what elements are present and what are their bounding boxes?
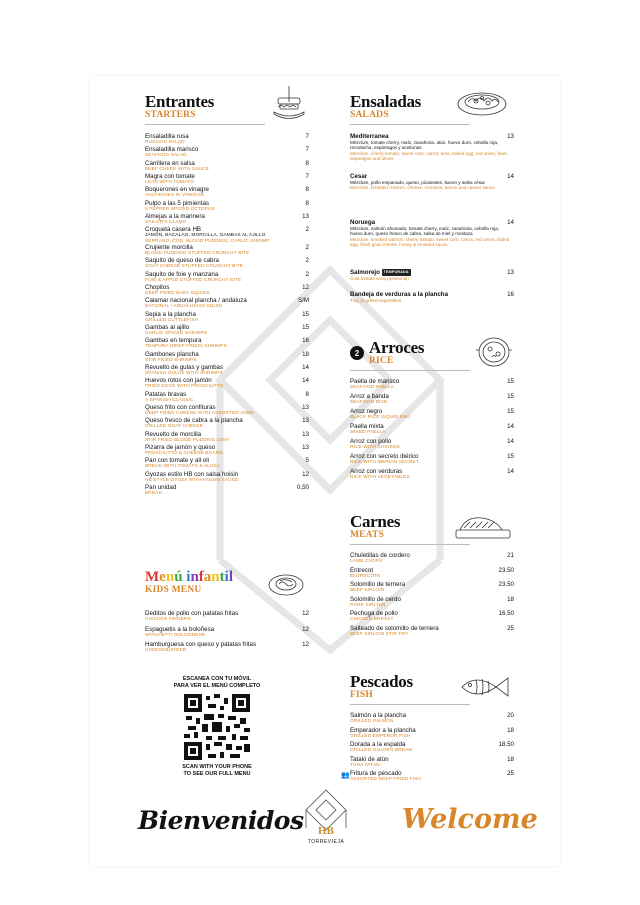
item-price: 8 — [305, 199, 309, 207]
rice-subtitle: RICE — [369, 356, 394, 366]
item-english: GRILLED GOAT CHEESE — [145, 424, 203, 430]
kids-title-text — [145, 570, 233, 585]
item-price: 13 — [302, 404, 309, 411]
item-english: SEAFOOD PAELLA — [350, 385, 394, 390]
salad-item — [350, 173, 514, 191]
item-english: DEEP FRIED CHEESE WITH ASSORTED JAMS — [145, 411, 254, 416]
item-name: Solomillo de cerdo — [350, 595, 401, 603]
menu-item — [145, 390, 309, 404]
item-english: HB STYLE GYOZA WITH HOISIN SAUCE — [145, 477, 239, 483]
menu-item — [145, 363, 309, 377]
item-name: Entrecot — [350, 566, 374, 574]
item-name: Gyozas estilo HB con salsa hoisin — [145, 470, 239, 478]
menu-item — [145, 173, 309, 186]
item-english: SAILOR'S CLAMS — [145, 220, 186, 226]
item-name: Saquito de queso de cabra — [145, 257, 219, 265]
kids-subtitle: KIDS MENU — [145, 585, 202, 595]
menu-item — [145, 470, 309, 484]
item-price: 14 — [507, 468, 514, 475]
item-name: Emperador a la plancha — [350, 726, 416, 734]
item-english: Mezclum, breaded chicken, cheese, croutons, bacon and caesar sauce — [350, 185, 495, 191]
kids-section — [145, 570, 335, 595]
item-price: 14 — [507, 219, 514, 226]
paella-pan-icon — [474, 333, 514, 369]
item-name: Mediterranea — [350, 133, 389, 140]
starters-divider — [145, 124, 265, 125]
menu-item — [350, 566, 514, 580]
item-price: 13 — [302, 417, 309, 425]
item-name: Ensaladilla marisco — [145, 146, 199, 154]
item-price: 21 — [507, 552, 514, 559]
item-english: RUSSIAN SALAD — [145, 140, 185, 145]
item-name: Chuletillas de cordero — [350, 552, 410, 559]
item-english: TENPURA (DEEP FRIED) SHRIMPS — [145, 344, 227, 350]
item-price: 18 — [507, 726, 514, 734]
item-name: Salteado de solomillo de ternera — [350, 624, 439, 632]
menu-item — [145, 226, 309, 244]
item-english: GRILLED EMPEROR FISH — [350, 733, 411, 739]
item-price: 25 — [507, 624, 514, 632]
item-price: 8 — [305, 159, 309, 167]
item-price: 14 — [507, 173, 514, 180]
item-name: Dorada a la espalda — [350, 741, 406, 748]
item-english: CHEESEBURGER — [145, 648, 187, 653]
salads-divider — [350, 124, 470, 125]
item-description: Mézclum, tomate cherry, maíz, zanahoria, atún, huevo duro, cebolla roja, remolacha, espárragos y aceitunas — [350, 140, 499, 151]
steak-board-icon — [452, 510, 514, 544]
item-price: 15 — [507, 393, 514, 400]
menu-item — [350, 423, 514, 436]
item-name: Queso frito con confituras — [145, 404, 216, 411]
meats-subtitle: MEATS — [350, 530, 385, 540]
item-english: ASSORTED DEEP FRIED FISH — [350, 777, 421, 782]
menu-item — [145, 199, 309, 213]
people-icon: 👥 — [341, 772, 350, 779]
menu-item — [341, 770, 514, 783]
item-english: BEEF SIRLOIN — [350, 588, 385, 593]
item-price: 15 — [507, 408, 514, 415]
menu-item — [350, 408, 514, 421]
item-name: Revuelto de morcilla — [145, 430, 202, 438]
item-english: ENTRECÔTE — [350, 573, 381, 579]
item-english: LAMB CHOPS — [350, 559, 383, 564]
menu-item — [350, 468, 514, 481]
item-name: Carrillera en salsa — [145, 159, 195, 167]
item-price: 16 — [507, 291, 514, 298]
item-price: 2 — [305, 270, 309, 278]
item-price: 14 — [302, 363, 309, 371]
item-price: 13 — [302, 213, 309, 221]
item-english: SEAFOOD RICE — [350, 400, 388, 405]
qr-top-line1: ESCANEA CON TU MÓVIL — [182, 676, 252, 682]
item-name: Sepia a la plancha — [145, 310, 196, 318]
menu-item — [350, 595, 514, 609]
item-english: RICE WITH VEGETABLES — [350, 475, 410, 480]
item-english: MIXED PAELLA — [350, 430, 386, 435]
item-price: 8 — [305, 186, 309, 194]
item-english: BEEF CHEEK WITH SAUCE — [145, 166, 209, 172]
item-english: GRILLED SALMON — [350, 719, 394, 724]
item-name: Paella de marisco — [350, 378, 400, 385]
item-name: Croqueta casera HB — [145, 226, 202, 234]
menu-item — [145, 444, 309, 457]
item-price: 13 — [302, 444, 309, 452]
item-name: Espaguetis a la boloñesa — [145, 625, 215, 633]
menu-item — [145, 270, 309, 284]
welcome-spanish-text: Bienvenidos — [138, 806, 304, 835]
hb-logo-letters: HB — [318, 825, 334, 837]
menu-item — [145, 404, 309, 417]
menu-item — [145, 257, 309, 270]
starters-subtitle: STARTERS — [145, 110, 196, 120]
item-name: Paella mixta — [350, 423, 384, 430]
item-english: GRILLED GOLDEN BREAM — [350, 748, 413, 753]
qr-bottom-line1: SCAN WITH YOUR PHONE — [182, 764, 252, 770]
item-name: Hamburguesa con queso y patatas fritas — [145, 641, 257, 648]
item-price: 2 — [305, 257, 309, 265]
item-price: 18 — [302, 350, 309, 358]
item-price: 20 — [507, 712, 514, 719]
item-name: Huevos rotos con jamón — [145, 377, 212, 385]
item-price: 14 — [507, 438, 514, 445]
salads-subtitle: SALADS — [350, 110, 389, 120]
fish-title: Pescados — [350, 672, 413, 691]
item-price: 7 — [305, 173, 309, 181]
item-name: Pechuga de pollo — [350, 610, 398, 617]
menu-item — [145, 283, 309, 297]
item-price: 12 — [302, 641, 309, 648]
item-english: BREAD WITH TOMATO & ALIOLI — [145, 464, 220, 470]
starters-title: Entrantes — [145, 92, 215, 111]
salad-item — [350, 291, 514, 303]
item-english: SPANISH GULAS WITH SHRIMPS — [145, 370, 223, 376]
menu-item — [350, 610, 514, 623]
menu-item — [145, 133, 309, 146]
menu-item — [145, 323, 309, 337]
hb-logo-icon — [296, 788, 356, 846]
menu-item — [145, 159, 309, 173]
salad-item — [350, 219, 514, 247]
item-english: BEEF SIRLOIN STIR FRY — [350, 631, 409, 637]
item-name: Gambas en tempura — [145, 337, 202, 345]
item-price: 18 — [507, 755, 514, 763]
item-price: 7 — [305, 133, 309, 140]
item-price: 15 — [507, 378, 514, 385]
item-name: Crujiente morcilla — [145, 243, 193, 251]
item-name: Pulpo a las 5 pimientas — [145, 199, 209, 207]
qr-code-icon[interactable] — [184, 694, 250, 760]
welcome-english-text: Welcome — [402, 804, 538, 835]
menu-item — [145, 484, 309, 497]
item-english: LEAN WITH TOMATO — [145, 180, 194, 186]
item-price: 13 — [507, 133, 514, 140]
item-name: Tataki de atún — [350, 755, 389, 763]
item-name: Saquito de foie y manzana — [145, 270, 219, 278]
item-english: BLACK RICE (SQUID INK) — [350, 415, 410, 420]
menu-item — [145, 457, 309, 470]
item-english: GRILLED CUTTLEFISH — [145, 317, 199, 323]
item-english: A SPANISH CLASSIC — [145, 397, 194, 403]
salad-bowl-icon — [456, 86, 508, 118]
item-english: FOIE & APPLE STUFFED CRUNCHY BITE — [145, 277, 242, 283]
item-price: 12 — [302, 610, 309, 617]
fish-divider — [350, 704, 470, 705]
item-price: 16 — [302, 337, 309, 345]
item-english: ANCHOVIES IN VINEGAR — [145, 193, 205, 199]
item-english: SEAFOOD SALAD — [145, 153, 187, 159]
menu-item — [145, 610, 309, 623]
item-english: 5 PEPPER SPICED OCTOPUS — [145, 206, 215, 212]
item-english: FRIED EGGS WITH PROSCIUTTO — [145, 384, 224, 390]
qr-block — [167, 676, 267, 777]
menu-item — [145, 243, 309, 257]
menu-item — [350, 581, 514, 594]
item-price: 25 — [507, 770, 514, 777]
item-english: PROSCIUTTO & CHEESE BOARD — [145, 451, 223, 457]
item-price: 7 — [305, 146, 309, 154]
menu-item — [145, 337, 309, 350]
item-name: Calamar nacional plancha / andaluza — [145, 297, 247, 305]
item-price: 12 — [302, 283, 309, 291]
item-name: Arroz con secreto ibérico — [350, 453, 419, 460]
item-name: Revuelto de gulas y gambas — [145, 363, 224, 371]
item-price: 23.50 — [498, 581, 514, 588]
item-price: 14 — [302, 377, 309, 385]
item-price: 18 — [507, 595, 514, 603]
item-price: 12 — [302, 470, 309, 478]
menu-item — [145, 297, 309, 310]
item-name: Deditos de pollo con patatas fritas — [145, 610, 239, 617]
item-name: Patatas bravas — [145, 390, 187, 398]
item-english: Mezclum, smoked salmon, cherry tomato, sweet corn, carrot, red onion, boiled egg, fresh goat cheese, honey & mustard sauce — [350, 236, 510, 247]
item-english: STIR FRIED SHRIMPS — [145, 357, 197, 363]
menu-item — [145, 146, 309, 159]
item-price: 16.50 — [498, 610, 514, 617]
item-english: GOAT CHEESE STUFFED CRUNCHY BITE — [145, 264, 244, 270]
item-english: STIR FRIED BLOOD PUDDING DISH — [145, 437, 229, 443]
item-english: SERRANO, COD, BLOOD PUDDING, GARLIC SHRIMP — [145, 238, 270, 244]
salad-item — [350, 133, 514, 161]
item-english: PORK SIRLOIN — [350, 602, 386, 608]
rice-portion-badge-icon: 2 — [350, 346, 364, 360]
item-english: DEEP FRIED BABY SQUIDS — [145, 290, 210, 296]
salads-title: Ensaladas — [350, 92, 422, 111]
qr-bottom-line2: TO SEE OUR FULL MENU — [183, 770, 251, 777]
item-name: Boquerones en vinagre — [145, 186, 209, 194]
item-name: Pizarra de jamón y queso — [145, 444, 216, 452]
item-name: Gambas al ajillo — [145, 323, 190, 331]
item-price: 0,50 — [296, 484, 309, 492]
item-price: 23.50 — [498, 566, 514, 574]
item-price: S/M — [297, 297, 309, 305]
kids-title: Menú infantil — [145, 569, 233, 585]
item-english: Tray of grilled vegetables — [350, 298, 402, 303]
menu-item — [145, 377, 309, 390]
item-name: Queso fresco de cabra a la plancha — [145, 417, 243, 425]
item-english: TUNA TATAKI — [350, 762, 381, 768]
menu-item — [350, 726, 514, 740]
item-english: CHICKEN FINGERS — [145, 617, 191, 622]
menu-item — [350, 552, 514, 565]
item-english: Cold tomato soup (seasonal) — [350, 276, 409, 281]
menu-item — [350, 393, 514, 406]
item-price: 5 — [305, 457, 309, 465]
item-name: Solomillo de ternera — [350, 581, 406, 588]
salad-item — [350, 269, 514, 281]
menu-item — [350, 378, 514, 391]
item-price: 14 — [507, 423, 514, 430]
menu-item — [145, 350, 309, 364]
item-english: SPAGHETTI BOLOGNESE — [145, 632, 206, 638]
rice-divider — [350, 370, 470, 371]
item-english: Mezclum, cherry tomato, sweet corn, carrot, tuna, boiled egg, red onion, beet, asparagus and olives — [350, 150, 508, 161]
salads-section — [350, 94, 540, 125]
item-name: Chopitos — [145, 283, 170, 291]
rice-title: Arroces — [369, 338, 425, 357]
fish-subtitle: FISH — [350, 690, 373, 700]
item-price: 13 — [507, 269, 514, 276]
menu-item — [350, 453, 514, 466]
item-english: RICE WITH IBERIAN SECRET — [350, 460, 419, 465]
item-name: Ensaladilla rusa — [145, 133, 189, 140]
pasta-plate-icon — [267, 570, 305, 598]
menu-item — [145, 625, 309, 639]
item-name: Almejas a la marinera — [145, 213, 205, 221]
menu-item — [145, 641, 309, 654]
tapas-illustration-icon — [270, 84, 308, 124]
item-price: 8 — [305, 390, 309, 398]
item-name: Magra con tomate — [145, 173, 195, 181]
item-name: Noruega — [350, 219, 376, 226]
item-price: 2 — [305, 243, 309, 251]
fish-illustration-icon — [458, 670, 512, 704]
item-english: GARLIC SPICED SHRIMPS — [145, 330, 208, 336]
item-english: BLOOD PUDDING STUFFED CRUNCHY BITE — [145, 250, 250, 256]
qr-top-line2: PARA VER EL MENÚ COMPLETO — [173, 682, 261, 689]
item-name: Arroz con verduras — [350, 468, 403, 475]
item-name: Pan unidad — [145, 484, 177, 492]
menu-item — [145, 310, 309, 324]
meats-divider — [350, 544, 470, 545]
item-name: Pan con tomate y all oli — [145, 457, 209, 465]
hb-logo-place: TORREVIEJA — [307, 839, 345, 845]
item-english: CHICKEN BREAST — [350, 617, 394, 622]
menu-item — [350, 741, 514, 754]
item-name: Bandeja de verduras a la plancha — [350, 291, 449, 298]
menu-item — [350, 755, 514, 769]
menu-item — [350, 438, 514, 451]
item-price: 13 — [302, 430, 309, 438]
item-english: NATIONAL / ANDALUSIAN SQUID — [145, 304, 223, 310]
item-name: Arroz negro — [350, 408, 383, 415]
menu-item — [350, 624, 514, 638]
item-price: 15 — [302, 310, 309, 318]
item-name: Gambones plancha — [145, 350, 199, 358]
menu-item — [145, 213, 309, 226]
item-price: 2 — [305, 226, 309, 234]
item-price: 15 — [507, 453, 514, 460]
item-name: Arroz con pollo — [350, 438, 392, 445]
item-name: Fritura de pescado — [350, 770, 402, 777]
item-name: Salmorejo TEMPORADA — [350, 269, 409, 276]
meats-title: Carnes — [350, 512, 401, 531]
item-name: Salmón a la plancha — [350, 712, 407, 719]
menu-item — [145, 417, 309, 430]
item-price: 12 — [302, 625, 309, 633]
item-english: BREAD — [145, 491, 163, 497]
item-description: Mézclum, salmón ahumado, tomate cherry, maíz, zanahoria, cebolla roja, huevo duro, queso fresco de cabra, salsa de miel y mostaza — [350, 226, 500, 237]
item-name: Arroz a banda — [350, 393, 389, 400]
item-sub: JAMÓN, BACALAO, MORCILLA, GAMBAS AL AJILLO — [145, 233, 266, 239]
item-english: RICE WITH CHICKEN — [350, 445, 400, 450]
item-description: Mézclum, pollo empanado, queso, picatostes, bacon y salsa césar — [350, 180, 486, 185]
item-name: Cesar — [350, 173, 368, 180]
menu-item — [350, 712, 514, 725]
item-price: 18.50 — [498, 741, 514, 748]
menu-item — [145, 186, 309, 199]
menu-item — [145, 430, 309, 444]
item-price: 15 — [302, 323, 309, 331]
season-badge: TEMPORADA — [383, 270, 409, 274]
